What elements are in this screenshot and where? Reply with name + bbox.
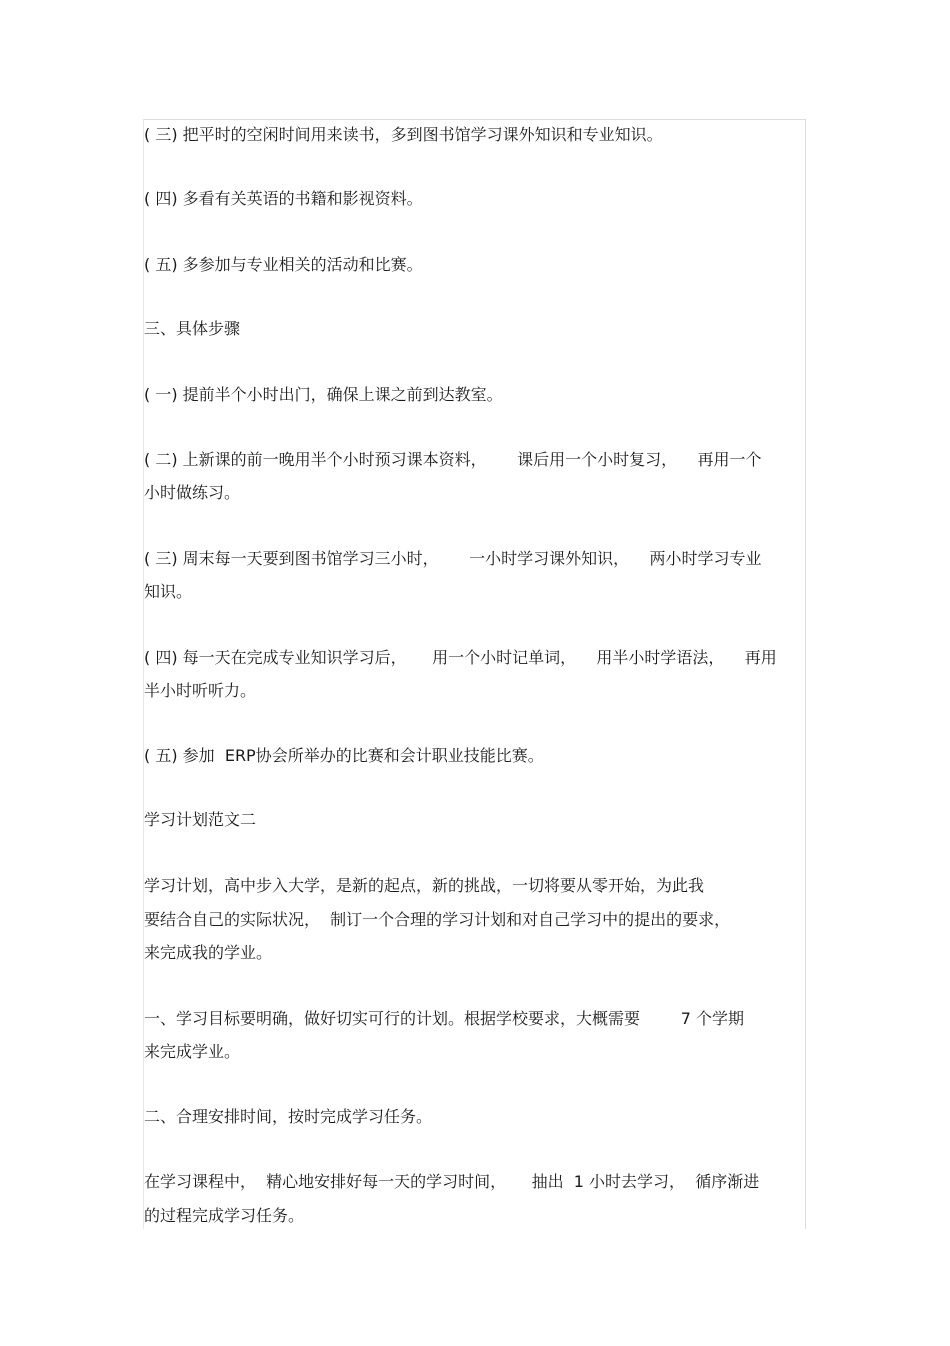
paragraph-line: ( 三) 周末每一天要到图书馆学习三小时， 一小时学习课外知识， 两小时学习专业 — [144, 549, 762, 568]
paragraph-line: 一、学习目标要明确，做好切实可行的计划。根据学校要求，大概需要 7 个学期 — [144, 1009, 744, 1028]
paragraph-line: ( 三) 把平时的空闲时间用来读书，多到图书馆学习课外知识和专业知识。 — [144, 125, 663, 144]
paragraph-line: 来完成学业。 — [144, 1042, 241, 1061]
paragraph-line: ( 五) 参加 ERP协会所举办的比赛和会计职业技能比赛。 — [144, 746, 544, 765]
section-heading: 学习计划范文二 — [144, 810, 257, 829]
paragraph-line: ( 五) 多参加与专业相关的活动和比赛。 — [144, 255, 423, 274]
paragraph-line: ( 二) 上新课的前一晚用半个小时预习课本资料， 课后用一个小时复习， 再用一个 — [144, 450, 762, 469]
paragraph-line: 半小时听听力。 — [144, 681, 257, 700]
paragraph-line: 的过程完成学习任务。 — [144, 1206, 305, 1225]
paragraph-line: 二、合理安排时间，按时完成学习任务。 — [144, 1107, 433, 1126]
paragraph-line: ( 四) 每一天在完成专业知识学习后， 用一个小时记单词， 用半小时学语法， 再用 — [144, 648, 777, 667]
paragraph-line: 知识。 — [144, 582, 193, 601]
section-heading: 三、具体步骤 — [144, 319, 241, 338]
paragraph-line: 在学习课程中， 精心地安排好每一天的学习时间， 抽出 1 小时去学习， 循序渐进 — [144, 1172, 760, 1191]
paragraph-line: 小时做练习。 — [144, 483, 241, 502]
paragraph-line: ( 四) 多看有关英语的书籍和影视资料。 — [144, 189, 423, 208]
paragraph-line: 学习计划，高中步入大学，是新的起点，新的挑战，一切将要从零开始，为此我 — [144, 876, 705, 895]
paragraph-line: 来完成我的学业。 — [144, 943, 273, 962]
paragraph-line: ( 一) 提前半个小时出门，确保上课之前到达教室。 — [144, 385, 503, 404]
paragraph-line: 要结合自己的实际状况， 制订一个合理的学习计划和对自己学习中的提出的要求， — [144, 910, 731, 929]
